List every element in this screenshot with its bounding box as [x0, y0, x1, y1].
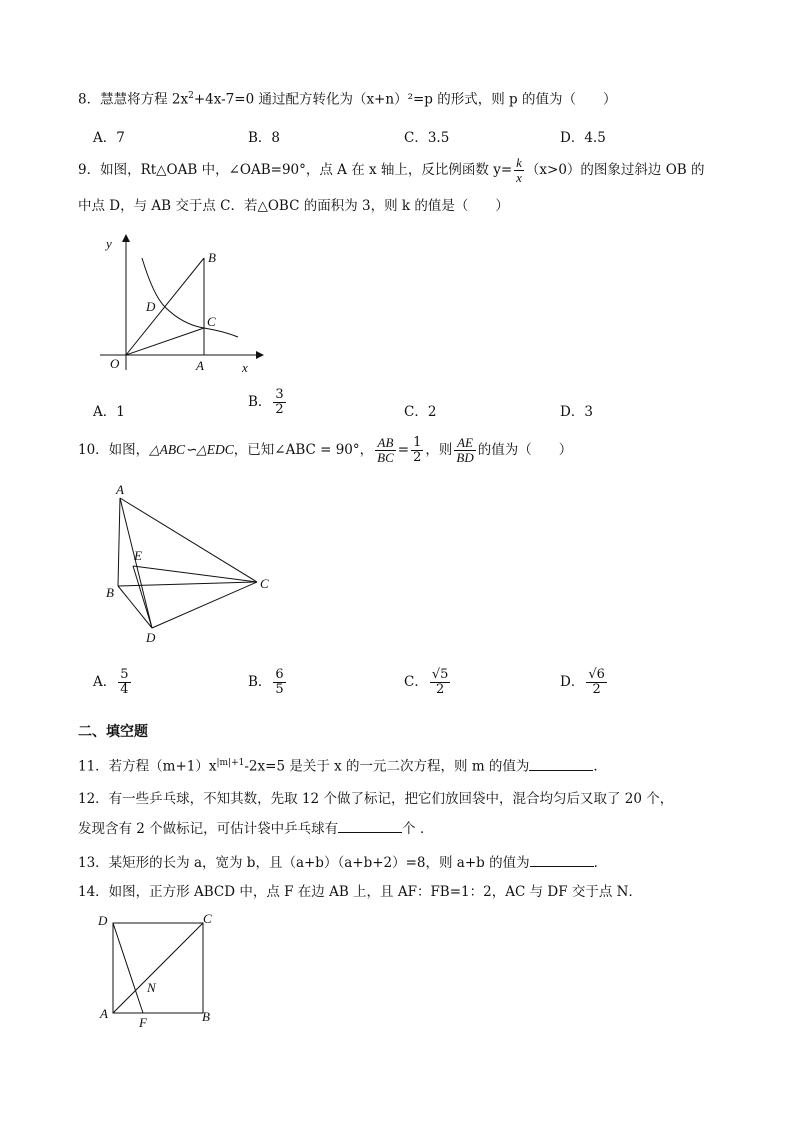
q10-option-a-den: 4: [120, 682, 129, 697]
q10-option-d-fraction: [586, 668, 607, 697]
q10-post: 的值为（ ）: [477, 442, 573, 458]
q10-f1-den: BC: [377, 450, 394, 465]
q10-option-b-fraction: [273, 668, 285, 697]
q14-label-n: N: [147, 980, 156, 995]
q9-label-b: B: [208, 250, 216, 265]
q8-text-post: +4x-7=0 通过配方转化为（x+n）²=p 的形式，则 p 的值为（ ）: [193, 91, 617, 108]
q14-label-f: F: [139, 1015, 147, 1030]
section-heading-fill-in: 二、填空题: [78, 724, 148, 740]
q9-line1-post: （x>0）的图象过斜边 OB 的: [525, 162, 705, 178]
q11-end: ．: [593, 758, 607, 775]
q10-option-c-num: √5: [431, 667, 449, 682]
q9-option-b-num: 3: [275, 387, 284, 402]
q9-option-a: A．1: [93, 404, 125, 420]
q12-answer-blank[interactable]: [338, 818, 402, 833]
q10-option-a-prefix: A．: [93, 674, 117, 690]
q9-fraction-k-over-x: [514, 156, 524, 185]
q10-f2-den: 2: [413, 450, 422, 465]
question-11: [78, 753, 607, 777]
q8-option-a: A．7: [93, 130, 125, 146]
q11-answer-blank[interactable]: [529, 756, 593, 771]
q10-segment-dc: [152, 582, 257, 628]
question-12-line2: [78, 818, 433, 839]
q9-figure: [90, 228, 270, 378]
q10-fraction-1-2: [411, 436, 423, 465]
q9-frac-num: k: [516, 155, 522, 170]
q9-label-x: x: [242, 360, 248, 375]
q14-text: 14．如图，正方形 ABCD 中，点 F 在边 AB 上，且 AF：FB=1：2，AC 与 DF 交于点 N．: [78, 884, 642, 900]
q8-text-pre: 8．慧慧将方程 2x: [78, 91, 189, 108]
q10-f3-num: AE: [454, 436, 475, 451]
q10-option-c-den: 2: [435, 682, 445, 697]
q9-label-c: C: [207, 314, 216, 329]
q9-option-d: D．3: [560, 404, 593, 420]
q9-frac-den: x: [516, 170, 522, 185]
q10-pre: 10．如图，: [78, 442, 150, 458]
q10-label-a: A: [116, 482, 124, 497]
q10-option-b-num: 6: [275, 667, 284, 682]
q10-label-c: C: [260, 576, 269, 591]
q10-f1-num: AB: [375, 436, 396, 451]
q10-figure: [100, 482, 280, 647]
question-8: [78, 86, 616, 110]
q10-option-a: [93, 668, 133, 697]
q10-option-c-prefix: C．: [404, 674, 428, 690]
q9-label-a: A: [196, 358, 204, 373]
q10-f2-num: 1: [413, 435, 422, 450]
q10-similar: △ABC∽△EDC: [149, 442, 234, 457]
q11-exponent: |m|+1: [216, 758, 245, 768]
q10-label-e: E: [134, 548, 142, 563]
question-9-line1: [78, 152, 705, 188]
q10-option-d: [560, 668, 609, 697]
q9-option-b: [248, 388, 288, 417]
q9-option-b-fraction: [273, 388, 285, 417]
q10-option-d-den: 2: [592, 682, 601, 697]
q9-x-arrow-icon: [256, 351, 264, 359]
q10-label-d: D: [146, 630, 156, 645]
q8-option-c: C．3.5: [404, 130, 450, 146]
q10-fraction-ab-bc: [375, 436, 396, 465]
q14-label-a: A: [100, 1006, 108, 1021]
q14-segment-df: [113, 923, 143, 1013]
q12-line2-pre: 发现含有 2 个做标记，可估计袋中乒乓球有: [78, 821, 339, 837]
q9-label-o: O: [110, 356, 120, 371]
q9-option-b-prefix: B．: [248, 394, 272, 410]
q10-eq: =: [397, 442, 410, 458]
q13-answer-blank[interactable]: [530, 852, 594, 867]
q12-line1: 12．有一些乒乓球，不知其数，先取 12 个做了标记，把它们放回袋中，混合均匀后又取了 20 个，: [78, 791, 674, 807]
q9-segment-oc: [126, 328, 204, 355]
q10-option-b: [248, 668, 288, 697]
q11-pre: 11．若方程（m+1）x: [78, 758, 217, 775]
q10-option-d-prefix: D．: [560, 674, 585, 690]
q13-pre: 13．某矩形的长为 a，宽为 b，且（a+b）（a+b+2）=8，则 a+b 的值为: [78, 855, 530, 871]
q10-option-d-num: √6: [588, 667, 605, 682]
q9-option-c: C．2: [404, 404, 437, 420]
question-10: [78, 432, 572, 468]
q11-post: -2x=5 是关于 x 的一元二次方程，则 m 的值为: [244, 758, 530, 775]
q14-label-b: B: [202, 1009, 210, 1024]
q10-segment-ed: [133, 566, 152, 628]
q10-mid2: ，则: [425, 442, 453, 458]
q10-fraction-ae-bd: [454, 436, 475, 465]
q13-end: ．: [593, 855, 608, 871]
q9-option-b-den: 2: [275, 402, 284, 417]
q14-diagonal-ac: [113, 923, 203, 1013]
q9-y-arrow-icon: [122, 234, 130, 242]
q9-line1-pre: 9．如图，Rt△OAB 中，∠OAB=90°，点 A 在 x 轴上，反比例函数 y=: [78, 162, 513, 178]
q8-option-d: D．4.5: [560, 130, 606, 146]
q9-line2: 中点 D，与 AB 交于点 C．若△OBC 的面积为 3，则 k 的值是（ ）: [78, 198, 509, 214]
q10-segment-ab: [118, 498, 120, 586]
q10-option-a-fraction: [118, 668, 130, 697]
q9-label-y: y: [106, 236, 112, 251]
q9-label-d: D: [146, 299, 156, 314]
q10-mid1: ，已知∠ABC = 90°，: [233, 442, 374, 458]
q10-option-a-num: 5: [120, 667, 129, 682]
q9-hyperbola-curve: [142, 258, 238, 337]
q10-label-b: B: [106, 585, 114, 600]
q14-label-c: C: [203, 911, 212, 926]
q10-segment-ec: [133, 566, 257, 582]
q10-f3-den: BD: [456, 450, 474, 465]
q8-option-b: B．8: [248, 130, 281, 146]
q10-option-c-fraction: [430, 668, 451, 697]
q14-label-d: D: [98, 913, 108, 928]
q14-figure: [90, 905, 230, 1033]
q12-line2-post: 个 ．: [402, 821, 434, 837]
q10-option-b-prefix: B．: [248, 674, 272, 690]
question-13: [78, 852, 607, 873]
q10-option-b-den: 5: [275, 682, 284, 697]
q10-segment-ac: [120, 498, 257, 582]
q8-exponent: 2: [188, 91, 194, 101]
q10-option-c: [404, 668, 452, 697]
